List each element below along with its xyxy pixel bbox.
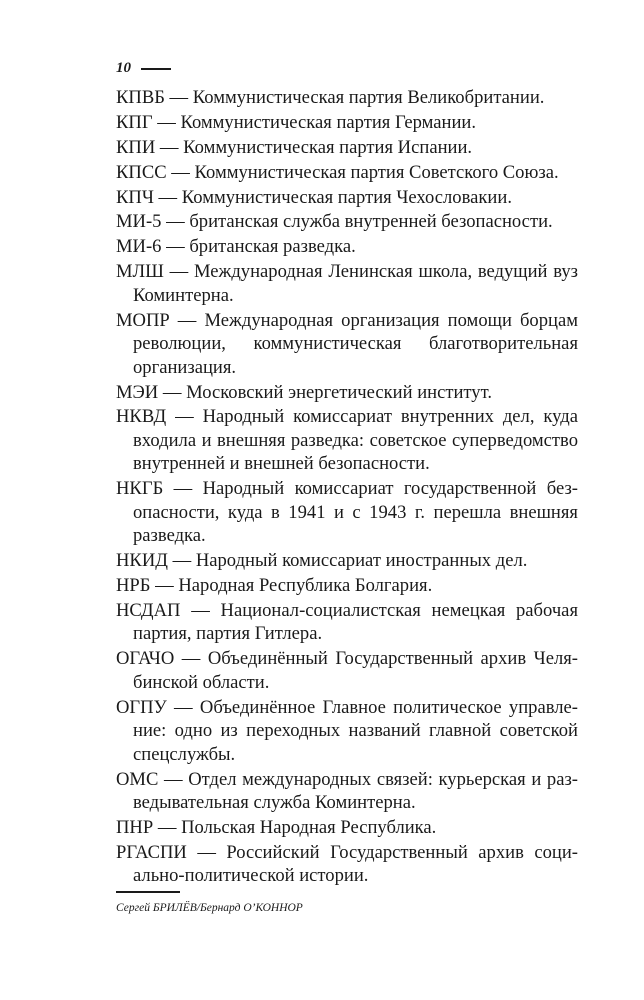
abbreviation-entry: ОГПУ — Объединённое Главное политическое управление: одно из переходных названий главной советской спецслужбы. — [116, 696, 578, 765]
footer-rule — [116, 891, 180, 893]
abbreviation-entry: НСДАП — Национал-социалистская немецкая рабочая партия, партия Гитлера. — [116, 599, 578, 645]
abbreviation-entry: РГАСПИ — Российский Государственный архив социально-политической истории. — [116, 841, 578, 887]
abbreviation-entry: НКИД — Народный комиссариат иностранных дел. — [116, 550, 528, 572]
abbreviation-entry: МИ-5 — британская служба внутренней безопасности. — [116, 211, 553, 233]
abbreviation-entry: КПИ — Коммунистическая партия Испании. — [116, 136, 473, 158]
abbreviation-entry: КПВБ — Коммунистическая партия Великобритании. — [116, 87, 545, 108]
abbreviation-entry: КПСС — Коммунистическая партия Советского Союза. — [116, 161, 559, 183]
abbreviation-entry: ПНР — Польская Народная Республика. — [116, 817, 437, 839]
abbreviation-entry: НКВД — Народный комиссариат внутренних дел, куда входила и внешняя разведка: советское суперведомство внутренней и внешней безопасности. — [116, 406, 578, 475]
page-number: 10 — [116, 59, 131, 76]
page-header — [116, 58, 171, 78]
abbreviation-entry: КПГ — Коммунистическая партия Германии. — [116, 111, 476, 133]
abbreviation-entry: ОГАЧО — Объединённый Государственный архив Челябинской области. — [116, 648, 578, 693]
abbreviation-entry: МИ-6 — британская разведка. — [116, 236, 356, 258]
abbreviation-entry: НКГБ — Народный комиссариат государственной безопасности, куда в 1941 и с 1943 г. перешла внешняя разведка. — [116, 478, 578, 547]
abbreviation-entry: НРБ — Народная Республика Болгария. — [116, 575, 433, 597]
running-title: Сергей БРИЛЁВ/Бернард О’КОННОР — [116, 902, 303, 914]
abbreviation-entry: КПЧ — Коммунистическая партия Чехословакии. — [116, 186, 512, 208]
abbreviations-list — [116, 86, 578, 889]
abbreviation-entry: ОМС — Отдел международных связей: курьерская и разведывательная служба Коминтерна. — [116, 768, 578, 814]
abbreviation-entry: МЛШ — Международная Ленинская школа, ведущий вуз Коминтерна. — [116, 261, 578, 306]
abbreviation-entry: МОПР — Международная организация помощи борцам революции, коммунистическая благотворительная организация. — [116, 309, 578, 378]
header-rule — [141, 68, 171, 70]
abbreviation-entry: МЭИ — Московский энергетический институт. — [116, 381, 492, 403]
